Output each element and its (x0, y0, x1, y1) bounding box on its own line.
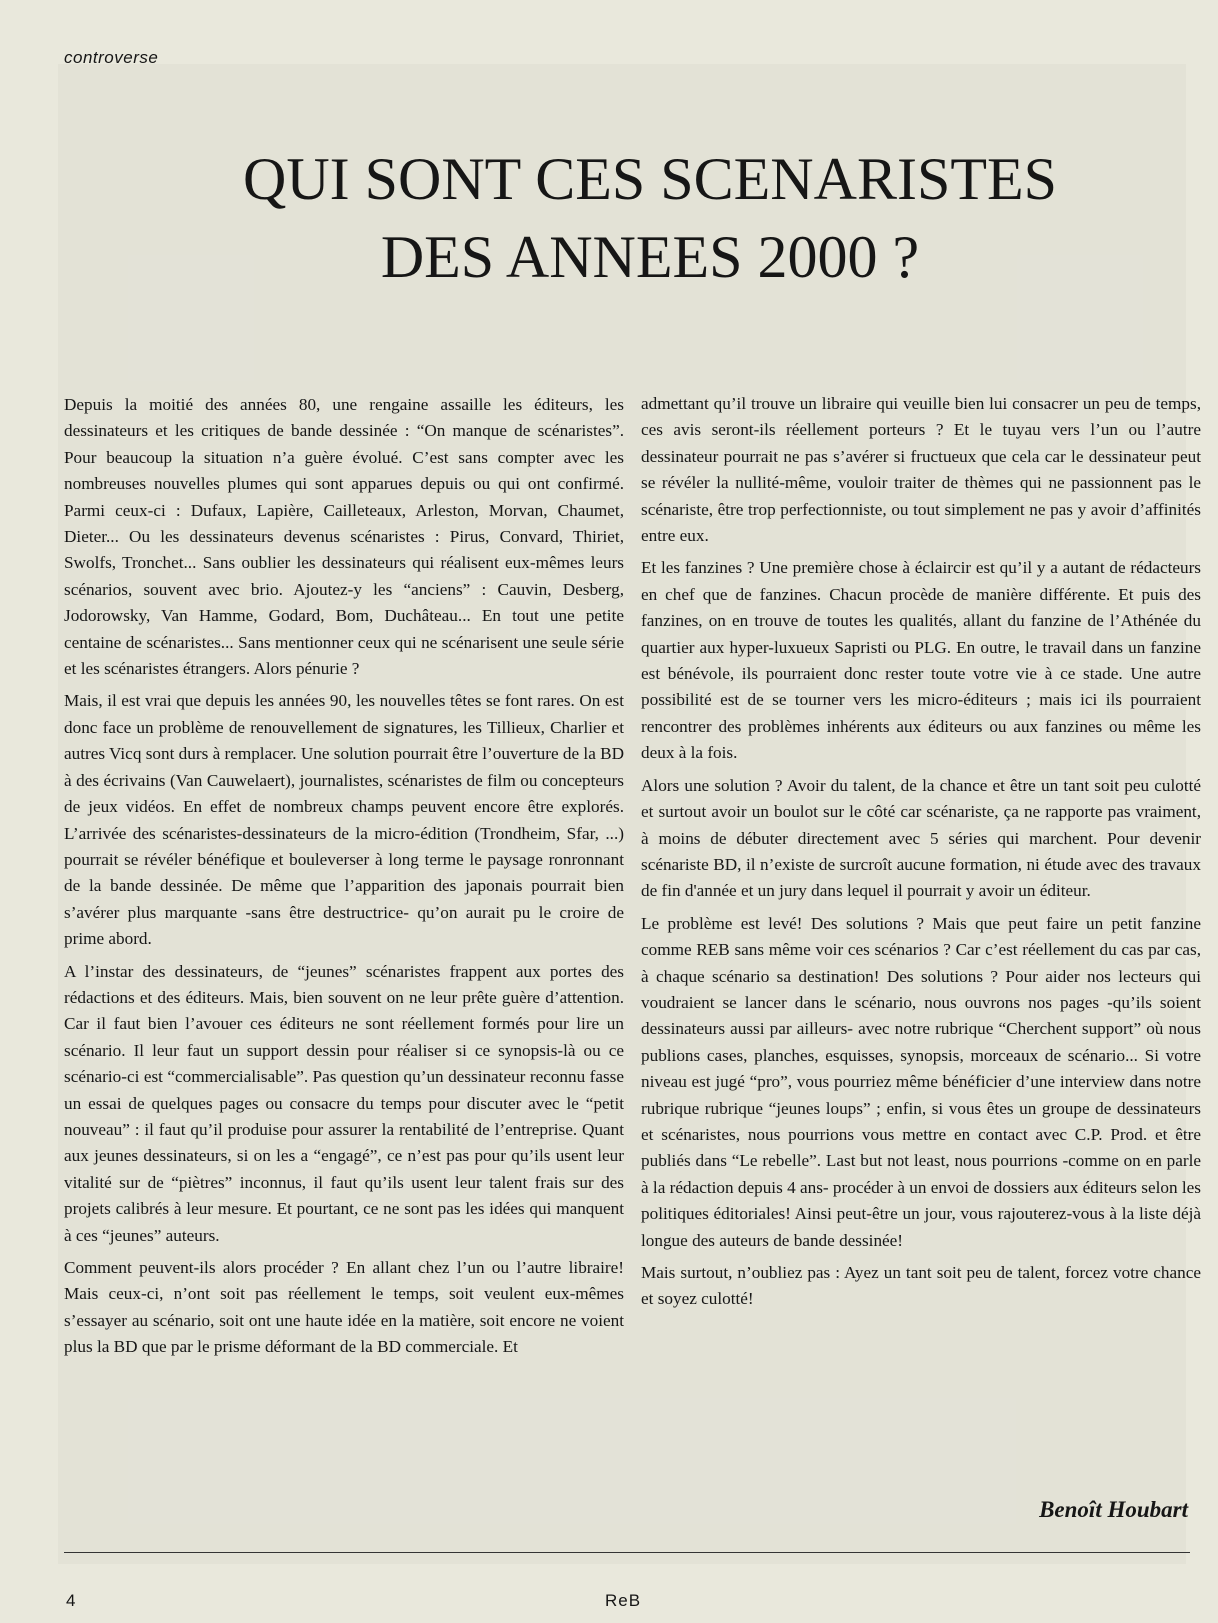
magazine-logo: ReB (605, 1591, 642, 1610)
footer-divider (64, 1552, 1190, 1553)
page-number: 4 (66, 1591, 76, 1610)
section-label: controverse (64, 48, 159, 67)
title-line-1: QUI SONT CES SCENARISTES (242, 146, 1057, 212)
paragraph: A l’instar des dessinateurs, de “jeunes” scénaristes frappent aux portes des rédactions et des éditeurs. Mais, bien souvent on ne leur prête guère d’attention. Car il faut bien l’avouer ces éditeurs ne sont réellement formés pour lire un scénario. Il leur faut un support dessin pour réaliser si ce synopsis-là ou ce scénario-ci est “commercialisable”. Pas question qu’un dessinateur reconnu fasse un essai de quelques pages ou consacre du temps pour discuter avec le “petit nouveau” : il faut qu’il produise pour assurer la rentabilité de l’entreprise. Quant aux jeunes dessinateurs, si on les a “engagé”, ce n’est pas pour qu’ils usent leur vitalité sur de “piètres” inconnus, il faut qu’ils usent leur talent frais sur des projets calibrés à leur mesure. Et pourtant, ce ne sont pas les idées qui manquent à ces “jeunes” auteurs. (64, 961, 624, 1245)
paragraph: Depuis la moitié des années 80, une rengaine assaille les éditeurs, les dessinateurs et les critiques de bande dessinée : “On manque de scénaristes”. Pour beaucoup la situation n’a guère évolué. C’est sans compter avec les nombreuses nouvelles plumes qui sont apparues depuis ou qui ont confirmé. Parmi ceux-ci : Dufaux, Lapière, Cailleteaux, Arleston, Morvan, Chaumet, Dieter... Ou les dessinateurs devenus scénaristes : Pirus, Convard, Thiriet, Swolfs, Tronchet... Sans oublier les dessinateurs qui réalisent eux-mêmes leurs scénarios, souvent avec brio. Ajoutez-y les “anciens” : Cauvin, Desberg, Jodorowsky, Van Hamme, Godard, Bom, Duchâteau... En tout une petite centaine de scénaristes... Sans mentionner ceux qui ne scénarisent une seule série et les scénaristes étrangers. Alors pénurie ? (64, 395, 624, 679)
paragraph: admettant qu’il trouve un libraire qui veuille bien lui consacrer un peu de temps, ces avis seront-ils réellement porteurs ? Et le tuyau vers l’un ou l’autre dessinateur pourrait ne pas s’avérer si fructueux que cela car le dessinateur peut se révéler la nullité-même, vouloir traiter de thèmes qui ne passionnent pas le scénariste, être trop perfectionniste, ou tout simplement ne pas y avoir d’affinités entre eux. (641, 394, 1201, 546)
author-signature: Benoît Houbart (1039, 1497, 1188, 1522)
left-column (64, 392, 624, 1367)
article-title (60, 140, 1218, 296)
paragraph: Mais, il est vrai que depuis les années 90, les nouvelles têtes se font rares. On est donc face un problème de renouvellement de signatures, les Tillieux, Charlier et autres Vicq sont durs à remplacer. Une solution pourrait être l’ouverture de la BD à des écrivains (Van Cauwelaert), journalistes, scénaristes de film ou concepteurs de jeux vidéos. En effet de nombreux champs peuvent encore être explorés. L’arrivée des scénaristes-dessinateurs de la micro-édition (Trondheim, Sfar, ...) pourrait se révéler bénéfique et bouleverser à long terme le paysage ronronnant de la bande dessinée. De même que l’apparition des japonais pourrait bien s’avérer plus marquante -sans être destructrice- qu’on aurait pu le croire de prime abord. (64, 691, 624, 949)
paragraph: Mais surtout, n’oubliez pas : Ayez un tant soit peu de talent, forcez votre chance et soyez culotté! (641, 1263, 1201, 1309)
paragraph: Comment peuvent-ils alors procéder ? En allant chez l’un ou l’autre libraire! Mais ceux-ci, n’ont soit pas réellement le temps, soit veulent eux-mêmes s’essayer au scénario, soit ont une haute idée en la matière, soit encore ne voient plus la BD que par le prisme déformant de la BD commerciale. Et (64, 1258, 624, 1357)
paragraph: Le problème est levé! Des solutions ? Mais que peut faire un petit fanzine comme REB sans même voir ces scénarios ? Car c’est réellement du cas par cas, à chaque scénario sa destination! Des solutions ? Pour aider nos lecteurs qui voudraient se lancer dans le scénario, nous ouvrons nos pages -qu’ils soient dessinateurs aussi par ailleurs- avec notre rubrique “Cherchent support” où nous publions cases, planches, esquisses, synopsis, morceaux de scénario... Si votre niveau est jugé “pro”, vous pourriez même bénéficier d’une interview dans notre rubrique rubrique “jeunes loups” ; enfin, si vous êtes un groupe de dessinateurs et scénaristes, nous pourrions vous mettre en contact avec C.P. Prod. et être publiés dans “Le rebelle”. Last but not least, nous pourrions -comme on en parle à la rédaction depuis 4 ans- procéder à un envoi de dossiers aux éditeurs selon les politiques éditoriales! Ainsi peut-être un jour, vous rajouterez-vous à la liste déjà longue des auteurs de bande dessinée! (641, 913, 1201, 1250)
title-line-2: DES ANNEES 2000 ? (380, 224, 920, 290)
paragraph: Et les fanzines ? Une première chose à éclaircir est qu’il y a autant de rédacteurs en chef que de fanzines. Chacun procède de manière différente. Et puis des fanzines, on en trouve de toutes les qualités, allant du fanzine de l’Athénée du quartier aux hyper-luxueux Sapristi ou PLG. En outre, le travail dans un fanzine est bénévole, ils pourraient donc rester toute votre vie à ce stade. Une autre possibilité est de se tourner vers les micro-éditeurs ; mais ici ils pourraient rencontrer des problèmes inhérents aux éditeurs ou aux fanzines ou même les deux à la fois. (641, 558, 1201, 763)
right-column (641, 391, 1201, 1319)
paragraph: Alors une solution ? Avoir du talent, de la chance et être un tant soit peu culotté et surtout avoir un boulot sur le côté car scénariste, ça ne rapporte pas vraiment, à moins de débuter directement avec 5 séries qui marchent. Pour devenir scénariste BD, il n’existe de surcroît aucune formation, ni étude avec des travaux de fin d'année et un jury dans lequel il pourrait y avoir un éditeur. (641, 775, 1201, 901)
